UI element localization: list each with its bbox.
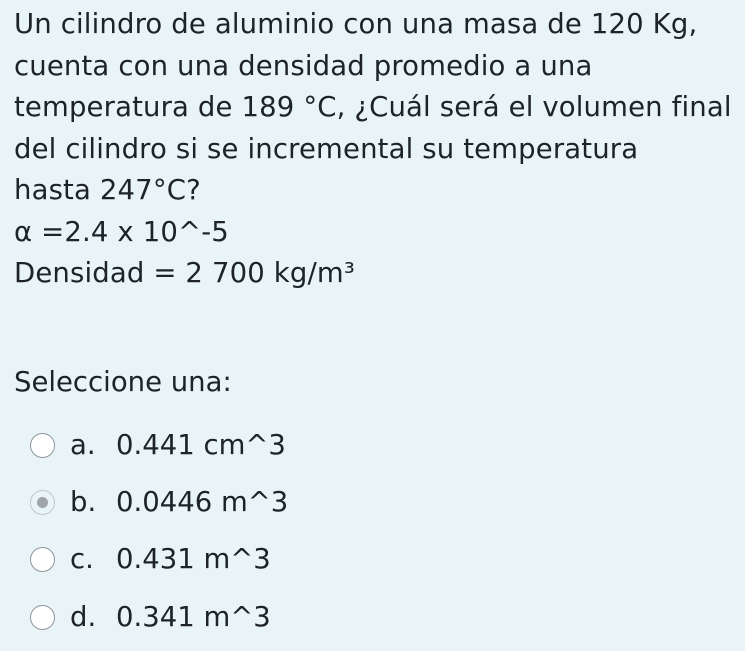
radio-dot-icon [37, 497, 48, 508]
option-value: 0.0446 m^3 [116, 486, 289, 518]
option-value: 0.441 cm^3 [116, 429, 286, 461]
question-text [14, 4, 734, 295]
question-line: Un cilindro de aluminio con una masa de 120 Kg, [14, 8, 698, 40]
option-c[interactable] [30, 539, 271, 579]
option-b[interactable] [30, 482, 288, 522]
radio-button[interactable] [30, 433, 55, 458]
question-line: temperatura de 189 °C, ¿Cuál será el volumen final [14, 91, 732, 123]
radio-button[interactable] [30, 547, 55, 572]
option-value: 0.431 m^3 [116, 543, 271, 575]
radio-button[interactable] [30, 605, 55, 630]
question-line: del cilindro si se incremental su temperatura [14, 132, 639, 165]
option-letter: d. [70, 601, 97, 633]
question-line: hasta 247°C? [14, 174, 201, 206]
option-letter: a. [70, 429, 96, 461]
option-d[interactable] [30, 597, 271, 637]
question-line: cuenta con una densidad promedio a una [14, 49, 593, 82]
option-letter: b. [70, 486, 97, 518]
option-letter: c. [70, 543, 94, 575]
select-prompt: Seleccione una: [14, 366, 232, 398]
density-value: Densidad = 2 700 kg/m³ [14, 257, 356, 289]
option-value: 0.341 m^3 [116, 601, 271, 633]
option-a[interactable] [30, 425, 286, 465]
alpha-coefficient: α =2.4 x 10^-5 [14, 215, 229, 248]
radio-button-selected[interactable] [30, 490, 55, 515]
